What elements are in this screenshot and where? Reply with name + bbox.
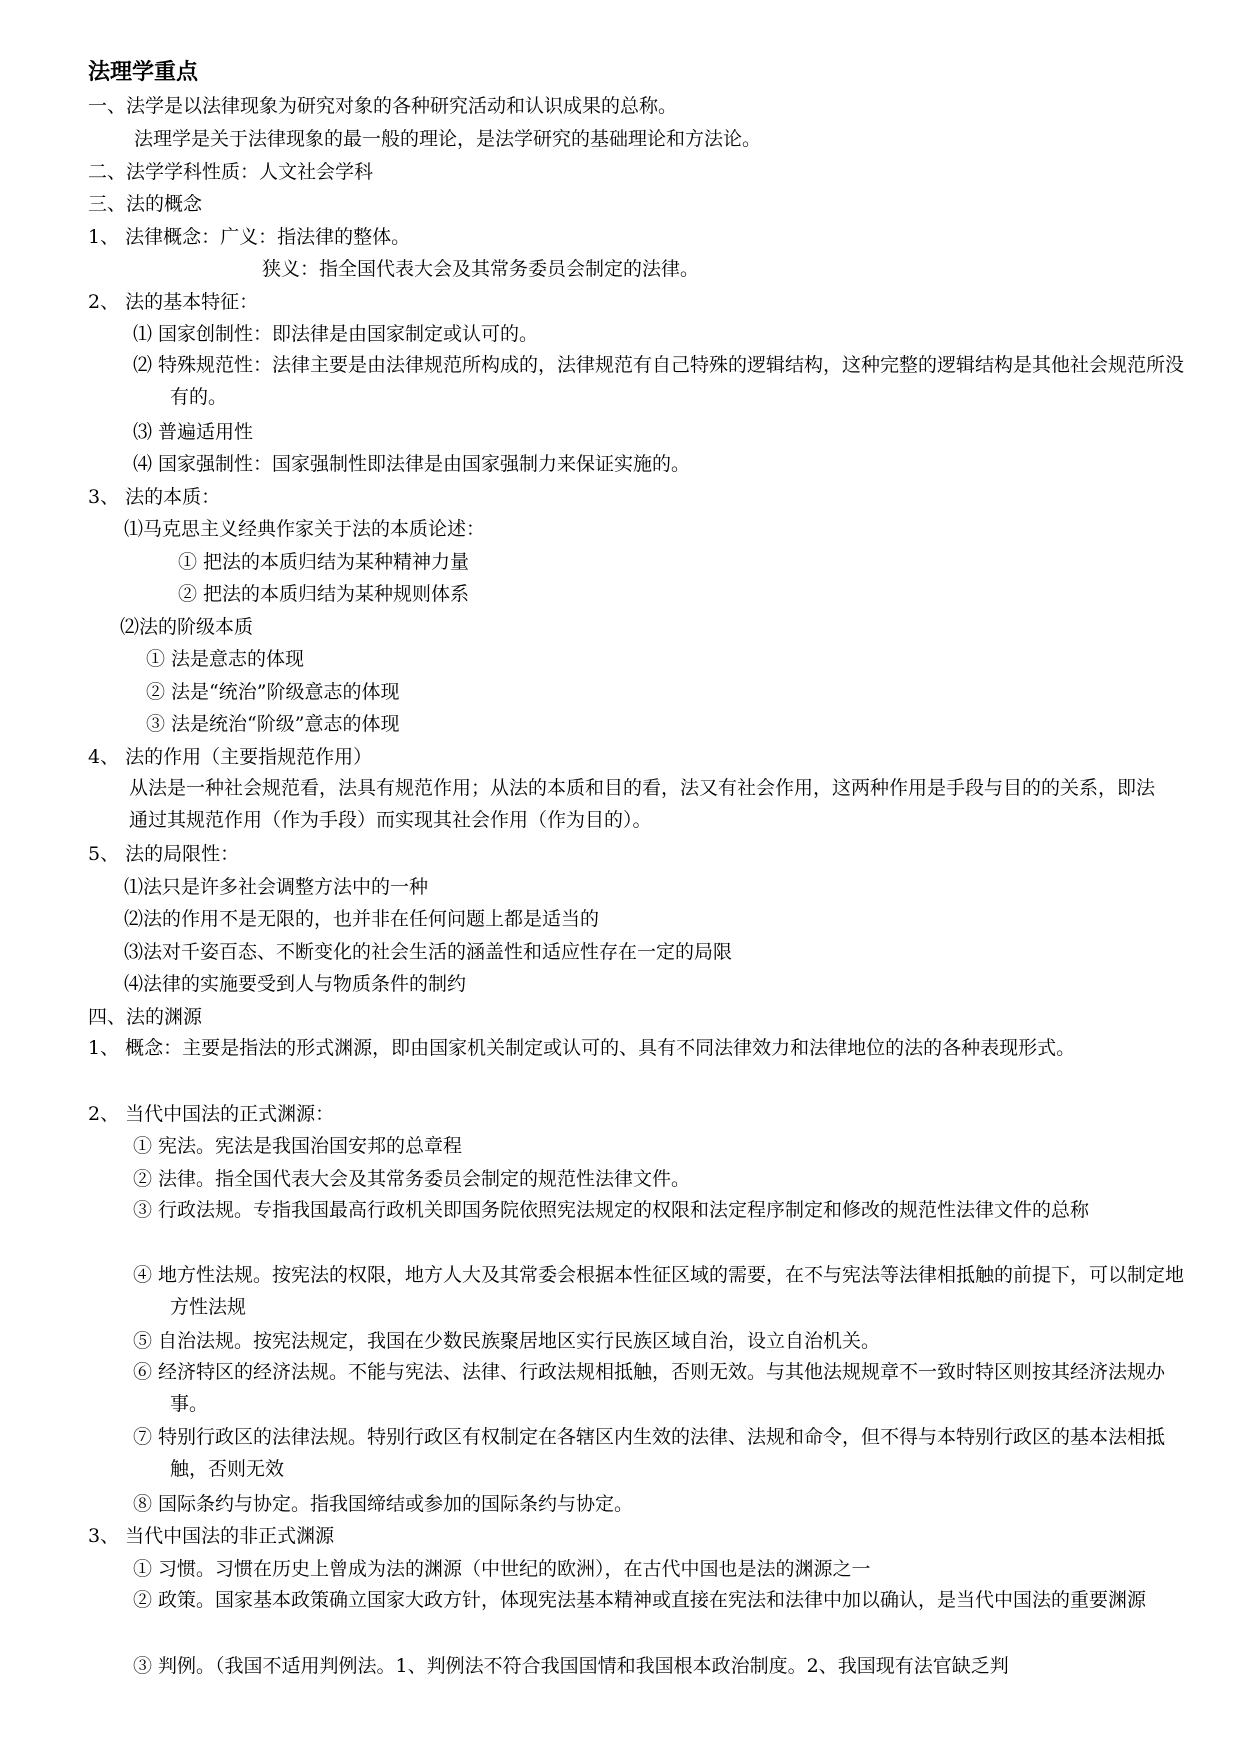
- doc-title: 法理学重点: [88, 60, 199, 85]
- section-heading: 二、法学学科性质：人文社会学科: [88, 161, 374, 183]
- numbered-item: 3、 当代中国法的非正式渊源: [88, 1525, 335, 1547]
- list-item: ⑷法律的实施要受到人与物质条件的制约: [124, 973, 467, 995]
- list-item: ⑵法的作用不是无限的，也并非在任何问题上都是适当的: [124, 908, 600, 930]
- list-item: ⑶法对千姿百态、不断变化的社会生活的涵盖性和适应性存在一定的局限: [124, 941, 733, 963]
- list-item: ⑵ 特殊规范性：法律主要是由法律规范所构成的，法律规范有自己特殊的逻辑结构，这种完整的逻辑结构是其他社会规范所没有的。: [133, 354, 1185, 408]
- list-item: ⑶ 普遍适用性: [133, 421, 254, 443]
- list-item: ① 法是意志的体现: [146, 648, 305, 670]
- numbered-item: 2、 法的基本特征：: [88, 291, 259, 313]
- list-item: ② 政策。国家基本政策确立国家大政方针，体现宪法基本精神或直接在宪法和法律中加以确认，是当代中国法的重要渊源: [133, 1589, 1147, 1611]
- numbered-item: 4、 法的作用（主要指规范作用）: [88, 746, 373, 768]
- list-item: ③ 判例。（我国不适用判例法。1、判例法不符合我国国情和我国根本政治制度。2、我国现有法官缺乏判: [133, 1655, 1009, 1677]
- numbered-item: 1、 概念：主要是指法的形式渊源，即由国家机关制定或认可的、具有不同法律效力和法律地位的法的各种表现形式。: [88, 1037, 1076, 1059]
- list-item: ④ 地方性法规。按宪法的权限，地方人大及其常委会根据本性征区域的需要，在不与宪法等法律相抵触的前提下，可以制定地方性法规: [133, 1264, 1185, 1318]
- list-item: ⑷ 国家强制性：国家强制性即法律是由国家强制力来保证实施的。: [133, 453, 691, 475]
- section-heading: 一、法学是以法律现象为研究对象的各种研究活动和认识成果的总称。: [88, 95, 678, 117]
- section-heading: 三、法的概念: [88, 193, 203, 215]
- section-heading: 四、法的渊源: [88, 1006, 203, 1028]
- list-item: ⑴马克思主义经典作家关于法的本质论述：: [124, 518, 486, 540]
- list-item: ⑧ 国际条约与协定。指我国缔结或参加的国际条约与协定。: [133, 1493, 634, 1515]
- numbered-item: 2、 当代中国法的正式渊源：: [88, 1103, 335, 1125]
- list-item: ① 宪法。宪法是我国治国安邦的总章程: [133, 1135, 463, 1157]
- paragraph-line: 法理学是关于法律现象的最一般的理论，是法学研究的基础理论和方法论。: [134, 128, 762, 150]
- list-item: ① 把法的本质归结为某种精神力量: [178, 551, 470, 573]
- numbered-item: 5、 法的局限性：: [88, 843, 240, 865]
- list-item: ③ 行政法规。专指我国最高行政机关即国务院依照宪法规定的权限和法定程序制定和修改的规范性法律文件的总称: [133, 1199, 1090, 1221]
- list-item: ⑴法只是许多社会调整方法中的一种: [124, 876, 429, 898]
- list-item: ③ 法是统治“阶级”意志的体现: [146, 713, 400, 735]
- paragraph: 从法是一种社会规范看，法具有规范作用；从法的本质和目的看，法又有社会作用，这两种作用是手段与目的的关系，即法通过其规范作用（作为手段）而实现其社会作用（作为目的）。: [129, 777, 1156, 831]
- paragraph-line: 狭义：指全国代表大会及其常务委员会制定的法律。: [262, 258, 700, 280]
- list-item: ② 法是“统治”阶级意志的体现: [146, 681, 400, 703]
- list-item: ② 把法的本质归结为某种规则体系: [178, 583, 470, 605]
- list-item: ⑦ 特别行政区的法律法规。特别行政区有权制定在各辖区内生效的法律、法规和命令，但不得与本特别行政区的基本法相抵触，否则无效: [133, 1426, 1166, 1480]
- list-item: ⑴ 国家创制性：即法律是由国家制定或认可的。: [133, 323, 539, 345]
- numbered-item: 3、 法的本质：: [88, 486, 221, 508]
- list-item: ⑥ 经济特区的经济法规。不能与宪法、法律、行政法规相抵触，否则无效。与其他法规规章不一致时特区则按其经济法规办事。: [133, 1361, 1166, 1415]
- list-item: ① 习惯。习惯在历史上曾成为法的渊源（中世纪的欧洲），在古代中国也是法的渊源之一: [133, 1558, 871, 1580]
- numbered-item: 1、 法律概念：广义：指法律的整体。: [88, 226, 411, 248]
- list-item: ⑤ 自治法规。按宪法规定，我国在少数民族聚居地区实行民族区域自治，设立自治机关。: [133, 1330, 881, 1352]
- list-item: ⑵法的阶级本质: [120, 616, 254, 638]
- list-item: ② 法律。指全国代表大会及其常务委员会制定的规范性法律文件。: [133, 1168, 691, 1190]
